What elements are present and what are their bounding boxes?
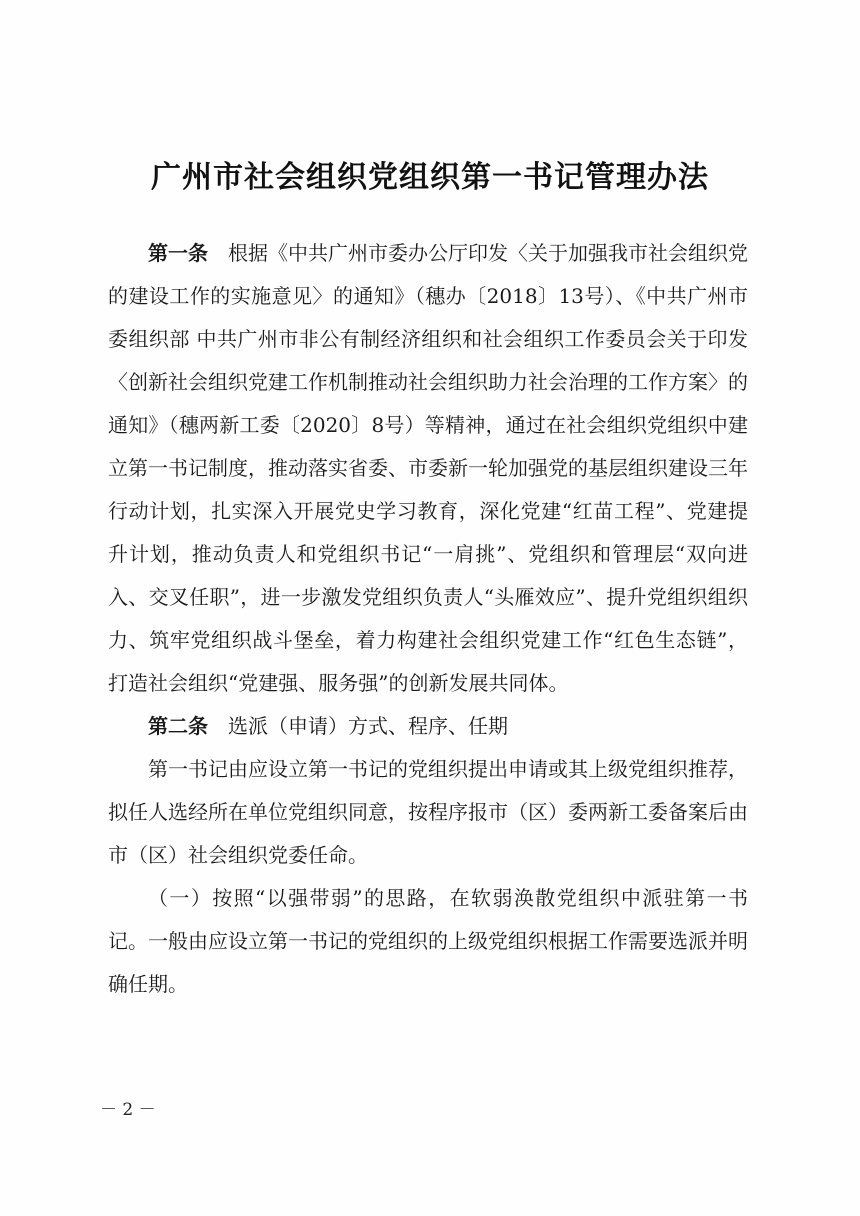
article-heading: 第二条: [148, 714, 208, 738]
paragraph-article-2: [108, 705, 748, 748]
document-body: [108, 232, 748, 1006]
paragraph-text: 第一书记由应设立第一书记的党组织提出申请或其上级党组织推荐，拟任人选经所在单位党组织同意，按程序报市（区）委两新工委备案后由市（区）社会组织党委任命。: [108, 757, 748, 867]
paragraph-item-1: [108, 877, 748, 1006]
paragraph-selection-method: [108, 748, 748, 877]
paragraph-text: （一）按照“以强带弱”的思路，在软弱涣散党组织中派驻第一书记。一般由应设立第一书记的党组织的上级党组织根据工作需要选派并明确任期。: [108, 886, 748, 996]
page-number: － 2 －: [100, 1100, 156, 1120]
paragraph-text: 根据《中共广州市委办公厅印发〈关于加强我市社会组织党的建设工作的实施意见〉的通知》（穗办〔2018〕13号）、《中共广州市委组织部 中共广州市非公有制经济组织和社会组织工作委员会关于印发〈创新社会组织党建工作机制推动社会组织助力社会治理的工作方案〉的通知》（穗两新工委〔2020〕8号）等精神，通过在社会组织党组织中建立第一书记制度，推动落实省委、市委新一轮加强党的基层组织建设三年行动计划，扎实深入开展党史学习教育，深化党建“红苗工程”、党建提升计划，推动负责人和党组织书记“一肩挑”、党组织和管理层“双向进入、交叉任职”，进一步激发党组织负责人“头雁效应”、提升党组织组织力、筑牢党组织战斗堡垒，着力构建社会组织党建工作“红色生态链”，打造社会组织“党建强、服务强”的创新发展共同体。: [108, 241, 748, 695]
article-heading: 第一条: [148, 241, 208, 265]
paragraph-text: 选派（申请）方式、程序、任期: [228, 714, 508, 738]
paragraph-article-1: [108, 232, 748, 705]
document-title: 广州市社会组织党组织第一书记管理办法: [151, 160, 709, 195]
